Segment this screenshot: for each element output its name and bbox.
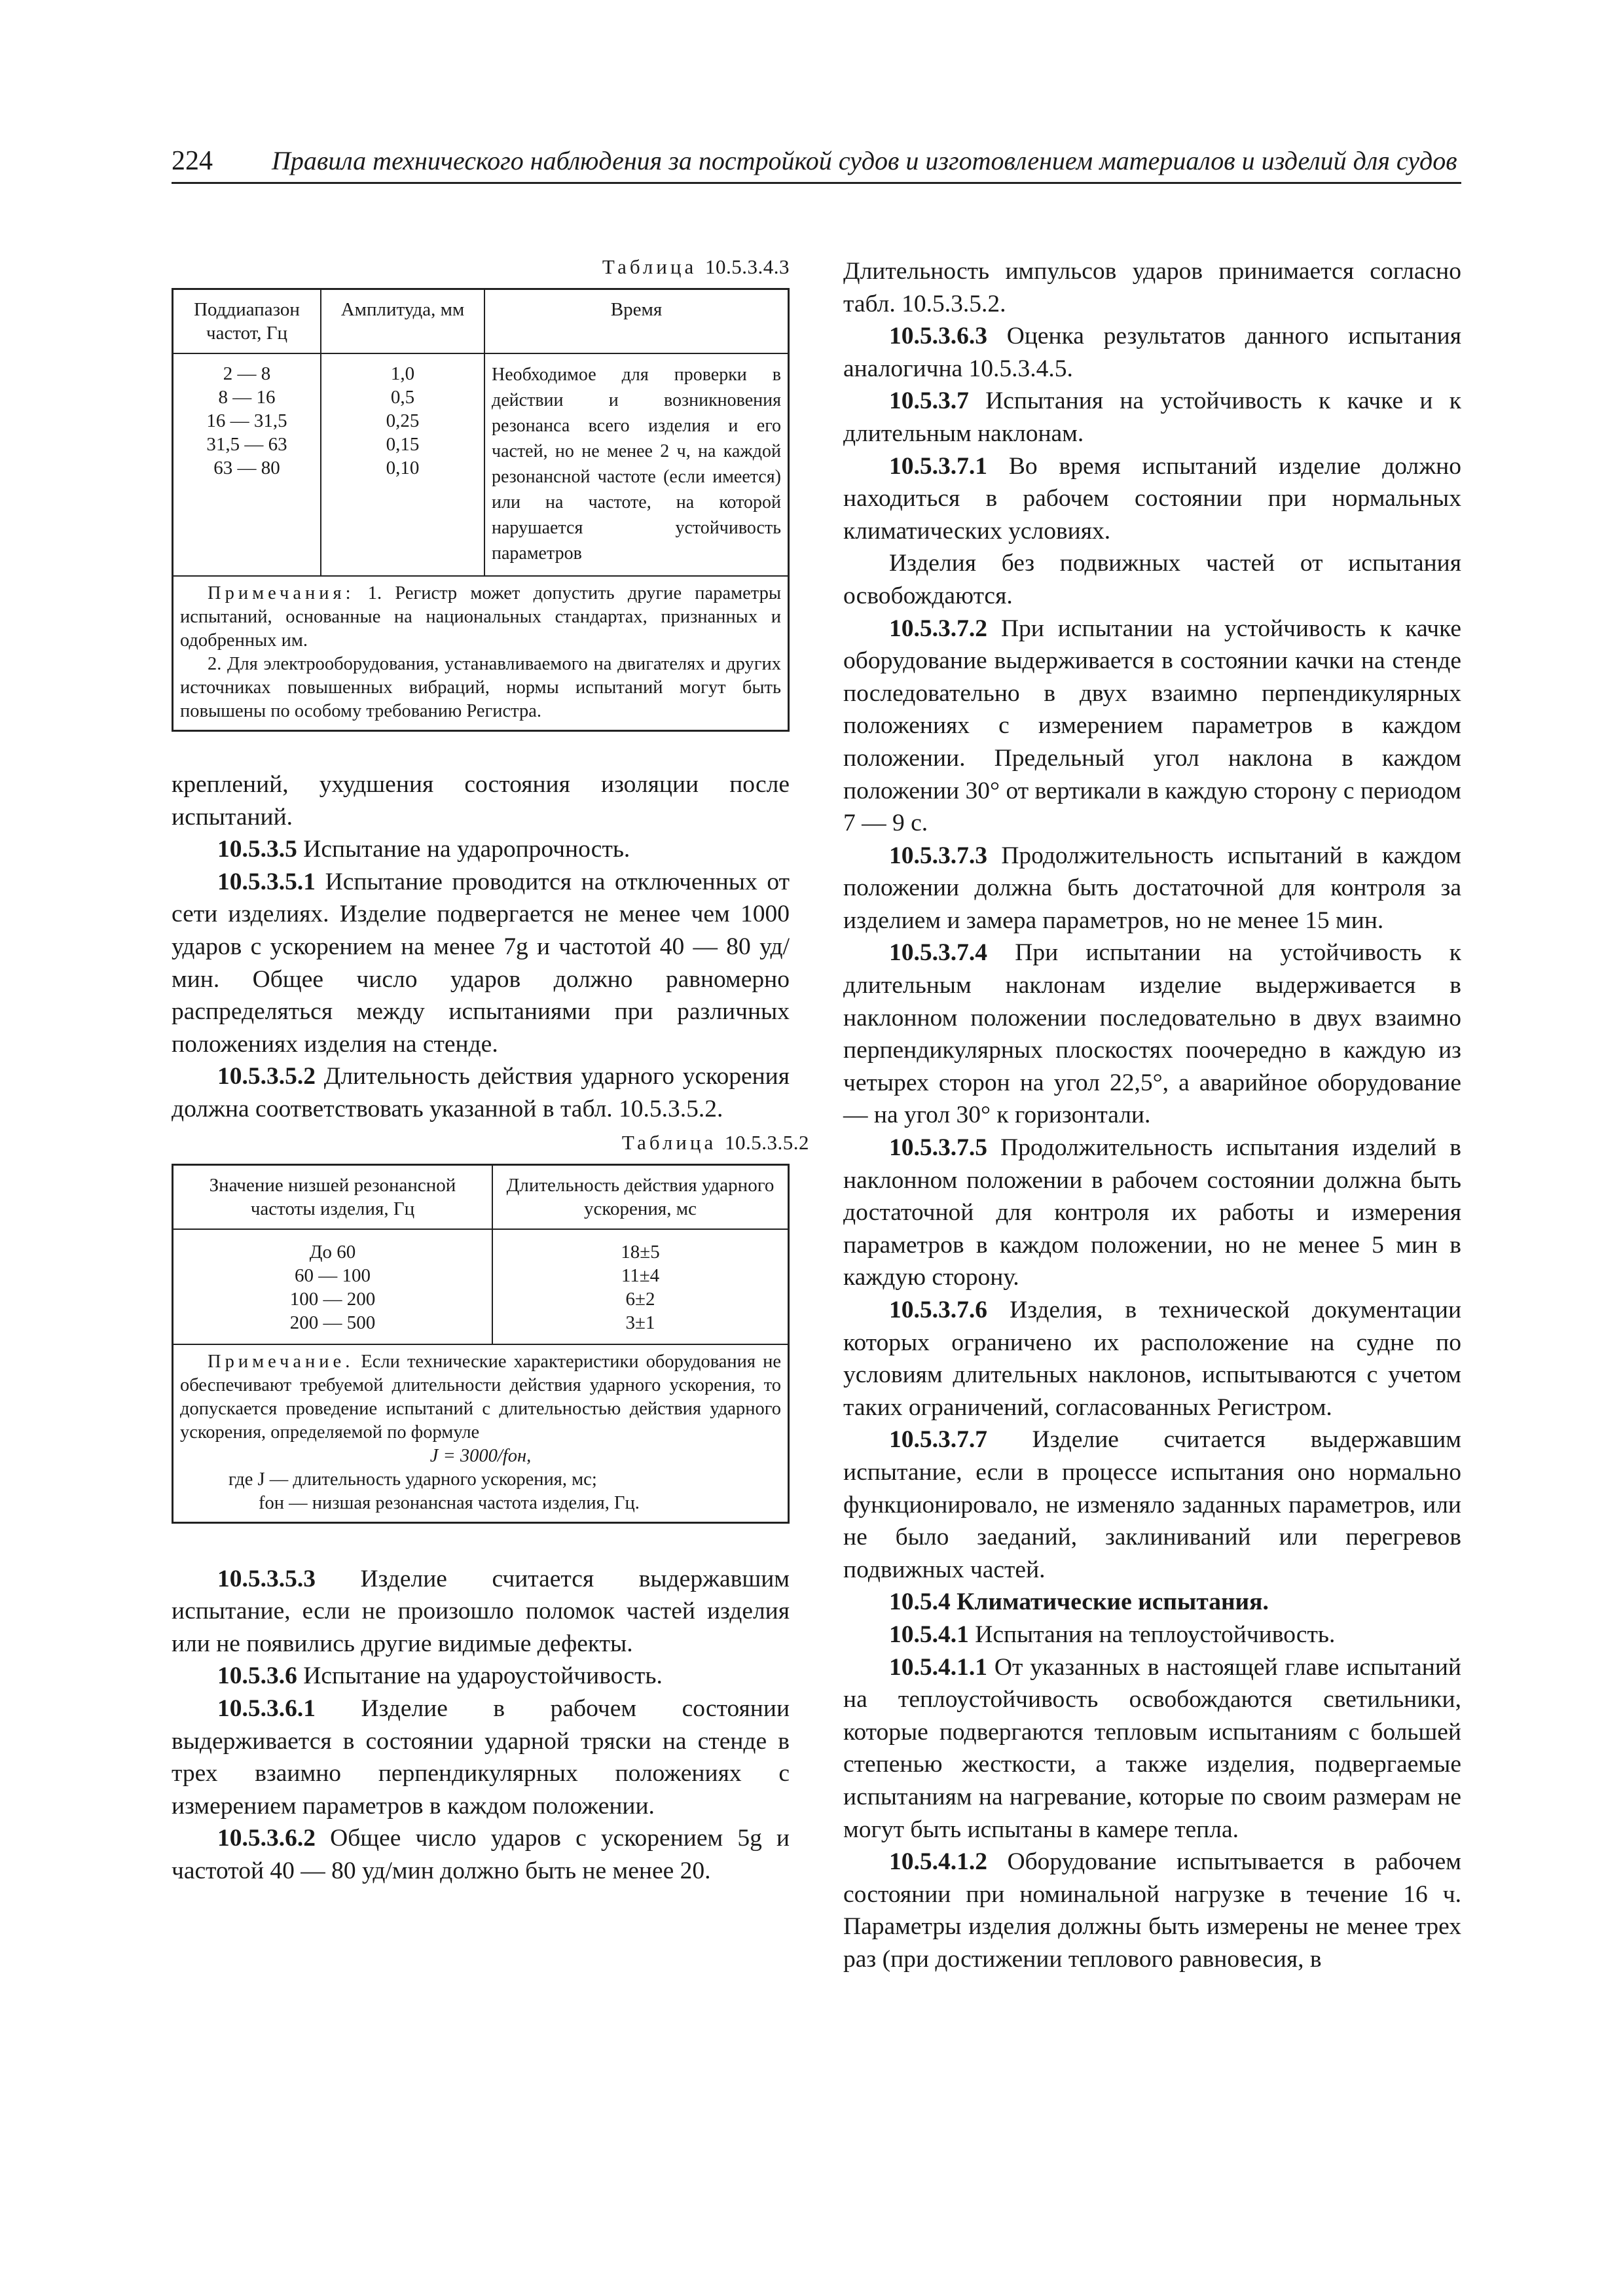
paragraph: Изделия без подвижных частей от испытания освобождаются. <box>843 550 1461 609</box>
table-vibration <box>172 288 790 732</box>
table-cell-time: Необходимое для проверки в действии и возникновения резонанса всего изделия и его частей, но не менее 2 ч, на каждой резонансной частоте (если имеется) или на частоте, на которой нарушается устойчивость параметров <box>484 353 789 576</box>
paragraph: 10.5.3.6.3 Оценка результатов данного испытания аналогична 10.5.3.4.5. <box>843 323 1461 382</box>
table-header-cell: Поддиапазон частот, Гц <box>173 289 321 354</box>
table-header-cell: Время <box>484 289 789 354</box>
paragraph: 10.5.3.7.2 При испытании на устойчивость к качке оборудование выдерживается в состоянии качки на стенде последовательно в двух взаимно перпендикулярных положениях с измерением параметров в каждом положении. Предельный угол наклона в каждом положении 30° от вертикали в каждую сторону с периодом 7 — 9 с. <box>843 615 1462 837</box>
table-header-cell: Амплитуда, мм <box>321 289 484 354</box>
paragraph: 10.5.3.5.2 Длительность действия ударного ускорения должна соответствовать указанной в табл. 10.5.3.5.2. <box>172 1063 790 1122</box>
paragraph: 10.5.3.7.7 Изделие считается выдержавшим испытание, если в процессе испытания оно нормально функционировало, не изменяло заданных параметров, или не было заеданий, заклиниваний или перегревов подвижных частей. <box>843 1426 1462 1583</box>
paragraph: 10.5.3.7.1 Во время испытаний изделие должно находиться в рабочем состоянии при нормальных климатических условиях. <box>843 452 1461 545</box>
table-cell-freqs: До 60 60 — 100 100 — 200 200 — 500 <box>173 1229 493 1344</box>
paragraph: 10.5.4.1.2 Оборудование испытывается в рабочем состоянии при номинальной нагрузке в течение 16 ч. Параметры изделия должны быть измерены не менее трех раз (при достижении теплового равновесия, в <box>843 1848 1462 1973</box>
paragraph: Длительность импульсов ударов принимается согласно табл. 10.5.3.5.2. <box>843 258 1461 317</box>
paragraph: 10.5.3.7.4 При испытании на устойчивость к длительным наклонам изделие выдерживается в наклонном положении последовательно в двух взаимно перпендикулярных плоскостях поочередно в каждую из четырех сторон на угол 22,5°, а аварийное оборудование — на угол 30° к горизонтали. <box>843 939 1462 1129</box>
paragraph: 10.5.3.7.6 Изделия, в технической документации которых ограничено их расположение на судне по условиям длительных наклонов, испытываются с учетом таких ограничений, согласованных Регистром. <box>843 1297 1462 1421</box>
paragraph: 10.5.3.5.1 Испытание проводится на отключенных от сети изделиях. Изделие подвергается не менее чем 1000 ударов с ускорением на менее 7g и частотой 40 — 80 уд/мин. Общее число ударов должно равномерно распределяться между испытаниями при различных положениях изделия на стенде. <box>172 868 790 1058</box>
table-note: Примечание. Если технические характеристики оборудования не обеспечивают требуемой длительности действия ударного ускорения, то допускается проведение испытаний с длительностью действия ударного ускорения, определяемой по формуле J = 3000/fон, где J — длительность ударного ускорения, мс; fон — низшая резонансная частота изделия, Гц. <box>173 1344 789 1523</box>
paragraph: 10.5.3.5.3 Изделие считается выдержавшим испытание, если не произошло поломок частей изделия или не появились другие видимые дефекты. <box>172 1565 790 1657</box>
right-column <box>843 255 1461 1975</box>
table-cell-amplitudes: 1,0 0,5 0,25 0,15 0,10 <box>321 353 484 576</box>
table-header-cell: Длительность действия ударного ускорения, мс <box>492 1164 789 1229</box>
paragraph: 10.5.3.6 Испытание на удароустойчивость. <box>217 1662 663 1690</box>
table-header-cell: Значение низшей резонансной частоты изделия, Гц <box>173 1164 493 1229</box>
running-title: Правила технического наблюдения за постройкой судов и изготовлением материалов и изделий для судов <box>272 146 1457 175</box>
page-header <box>172 145 1461 177</box>
table-cell-ranges: 2 — 8 8 — 16 16 — 31,5 31,5 — 63 63 — 80 <box>173 353 321 576</box>
table-caption: Таблица 10.5.3.5.2 <box>621 1130 809 1154</box>
table-caption: Таблица 10.5.3.4.3 <box>602 255 790 278</box>
paragraph: 10.5.3.7.5 Продолжительность испытания изделий в наклонном положении в рабочем состоянии должна быть достаточной для контроля их работы и измерения параметров в каждом положении, но не менее 5 мин в каждую сторону. <box>843 1134 1461 1291</box>
paragraph: 10.5.4.1 Испытания на теплоустойчивость. <box>889 1621 1336 1648</box>
table-notes: Примечания: 1. Регистр может допустить другие параметры испытаний, основанные на национальных стандартах, признанных и одобренных им. 2. Для электрооборудования, устанавливаемого на двигателях и других источниках повышенных вибраций, нормы испытаний могут быть повышены по особому требованию Регистра. <box>173 576 789 731</box>
table-cell-durations: 18±5 11±4 6±2 3±1 <box>492 1229 789 1344</box>
table-shock <box>172 1164 790 1524</box>
left-column <box>172 255 809 1887</box>
page-number: 224 <box>172 146 213 176</box>
paragraph: 10.5.3.5 Испытание на ударопрочность. <box>217 836 630 863</box>
section-heading: 10.5.4 Климатические испытания. <box>889 1588 1269 1616</box>
paragraph: 10.5.3.6.1 Изделие в рабочем состоянии выдерживается в состоянии ударной тряски на стенде в трех взаимно перпендикулярных положениях с измерением параметров в каждом положении. <box>172 1695 790 1820</box>
formula: J = 3000/fон, <box>429 1445 532 1466</box>
paragraph: 10.5.3.7.3 Продолжительность испытаний в каждом положении должна быть достаточной для контроля за изделием и замера параметров, но не менее 15 мин. <box>843 842 1461 934</box>
paragraph: 10.5.3.6.2 Общее число ударов с ускорением 5g и частотой 40 — 80 уд/мин должно быть не менее 20. <box>172 1825 790 1884</box>
paragraph: 10.5.3.7 Испытания на устойчивость к качке и к длительным наклонам. <box>843 387 1461 447</box>
paragraph: 10.5.4.1.1 От указанных в настоящей главе испытаний на теплоустойчивость освобождаются светильники, которые подвергаются тепловым испытаниям с большей степенью жесткости, а также изделия, подвергаемые испытаниям на нагревание, которые по своим размерам не могут быть испытаны в камере тепла. <box>843 1653 1461 1843</box>
paragraph: креплений, ухудшения состояния изоляции после испытаний. <box>172 771 790 831</box>
header-rule <box>172 182 1461 184</box>
